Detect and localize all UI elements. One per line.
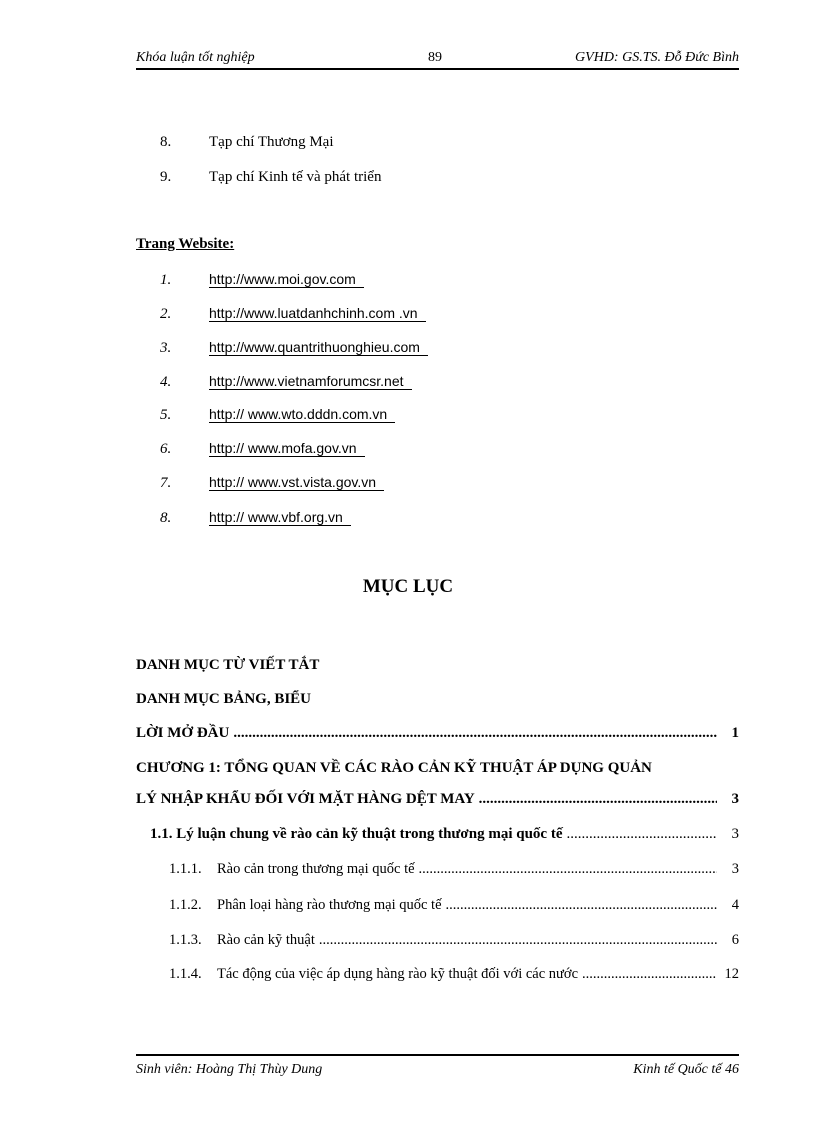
toc-leader-dots xyxy=(419,858,717,880)
website-number: 5. xyxy=(160,407,172,423)
reference-number: 9. xyxy=(160,169,172,185)
toc-tables[interactable] xyxy=(136,688,311,710)
toc-label: DANH MỤC TỪ VIẾT TẮT xyxy=(136,657,320,673)
website-number: 8. xyxy=(160,510,172,526)
toc-introduction[interactable] xyxy=(136,722,739,744)
header-advisor: GVHD: GS.TS. Đỗ Đức Bình xyxy=(575,50,739,65)
website-number: 6. xyxy=(160,441,172,457)
toc-title: MỤC LỤC xyxy=(362,576,454,597)
toc-subsection-number: 1.1.2. xyxy=(169,897,202,913)
header-thesis-label: Khóa luận tốt nghiệp xyxy=(136,50,255,65)
toc-page-number: 3 xyxy=(731,791,739,807)
toc-leader-dots xyxy=(479,788,717,810)
reference-item xyxy=(160,132,334,152)
toc-label: DANH MỤC BẢNG, BIỂU xyxy=(136,691,312,707)
page-footer xyxy=(136,1054,739,1078)
page-header xyxy=(136,50,739,70)
toc-label: Rào cản kỹ thuật xyxy=(217,932,315,948)
toc-abbreviations[interactable] xyxy=(136,654,319,676)
website-section-title: Trang Website: xyxy=(136,236,235,252)
website-number: 7. xyxy=(160,475,172,491)
website-number: 3. xyxy=(160,340,172,356)
website-item xyxy=(160,371,412,391)
toc-subsection-number: 1.1.4. xyxy=(169,966,202,982)
toc-leader-dots xyxy=(233,722,717,744)
website-item xyxy=(160,337,428,357)
toc-subsection-number: 1.1.1. xyxy=(169,861,202,877)
toc-label: Tác động của việc áp dụng hàng rào kỹ thuật đối với các nước xyxy=(217,966,578,982)
website-item xyxy=(160,507,351,527)
website-link[interactable]: http:// www.wto.dddn.com.vn xyxy=(209,406,395,423)
website-number: 4. xyxy=(160,374,172,390)
toc-leader-dots xyxy=(582,963,717,985)
toc-label: 1.1. Lý luận chung về rào cản kỹ thuật trong thương mại quốc tế xyxy=(150,826,563,842)
website-link[interactable]: http://www.moi.gov.com xyxy=(209,271,364,288)
website-link[interactable]: http://www.luatdanhchinh.com .vn xyxy=(209,305,426,322)
toc-label: CHƯƠNG 1: TỔNG QUAN VỀ CÁC RÀO CẢN KỸ THUẬT ÁP DỤNG QUẢN xyxy=(136,760,652,776)
website-link[interactable]: http:// www.mofa.gov.vn xyxy=(209,440,365,457)
toc-chapter-1-line-1[interactable] xyxy=(136,757,739,779)
website-item xyxy=(160,404,395,424)
toc-subsection[interactable] xyxy=(169,963,739,985)
reference-text: Tạp chí Kinh tế và phát triển xyxy=(209,169,382,185)
reference-number: 8. xyxy=(160,134,172,150)
toc-leader-dots xyxy=(446,894,717,916)
reference-text: Tạp chí Thương Mại xyxy=(209,134,334,150)
toc-subsection[interactable] xyxy=(169,894,739,916)
website-link[interactable]: http:// www.vbf.org.vn xyxy=(209,509,351,526)
website-item xyxy=(160,438,365,458)
toc-section-1-1[interactable] xyxy=(150,823,739,845)
website-item xyxy=(160,472,384,492)
reference-item xyxy=(160,167,381,187)
toc-page-number: 3 xyxy=(731,861,739,877)
website-link[interactable]: http://www.vietnamforumcsr.net xyxy=(209,373,412,390)
toc-page-number: 6 xyxy=(731,932,739,948)
website-item xyxy=(160,269,364,289)
toc-leader-dots xyxy=(567,823,718,845)
website-number: 1. xyxy=(160,272,172,288)
toc-chapter-1-line-2[interactable] xyxy=(136,788,739,810)
website-number: 2. xyxy=(160,306,172,322)
footer-student: Sinh viên: Hoàng Thị Thùy Dung xyxy=(136,1062,323,1077)
header-page-number: 89 xyxy=(428,50,442,65)
toc-subsection-number: 1.1.3. xyxy=(169,932,202,948)
toc-label: LÝ NHẬP KHẨU ĐỐI VỚI MẶT HÀNG DỆT MAY xyxy=(136,791,475,807)
toc-page-number: 4 xyxy=(731,897,739,913)
toc-page-number: 1 xyxy=(731,725,739,741)
website-link[interactable]: http:// www.vst.vista.gov.vn xyxy=(209,474,384,491)
toc-subsection[interactable] xyxy=(169,929,739,951)
toc-label: Rào cản trong thương mại quốc tế xyxy=(217,861,415,877)
website-link[interactable]: http://www.quantrithuonghieu.com xyxy=(209,339,428,356)
toc-page-number: 3 xyxy=(731,826,739,842)
footer-major: Kinh tế Quốc tế 46 xyxy=(633,1062,739,1077)
toc-subsection[interactable] xyxy=(169,858,739,880)
toc-label: Phân loại hàng rào thương mại quốc tế xyxy=(217,897,442,913)
website-item xyxy=(160,303,426,323)
toc-label: LỜI MỞ ĐẦU xyxy=(136,725,230,741)
toc-page-number: 12 xyxy=(724,966,739,982)
toc-leader-dots xyxy=(319,929,717,951)
